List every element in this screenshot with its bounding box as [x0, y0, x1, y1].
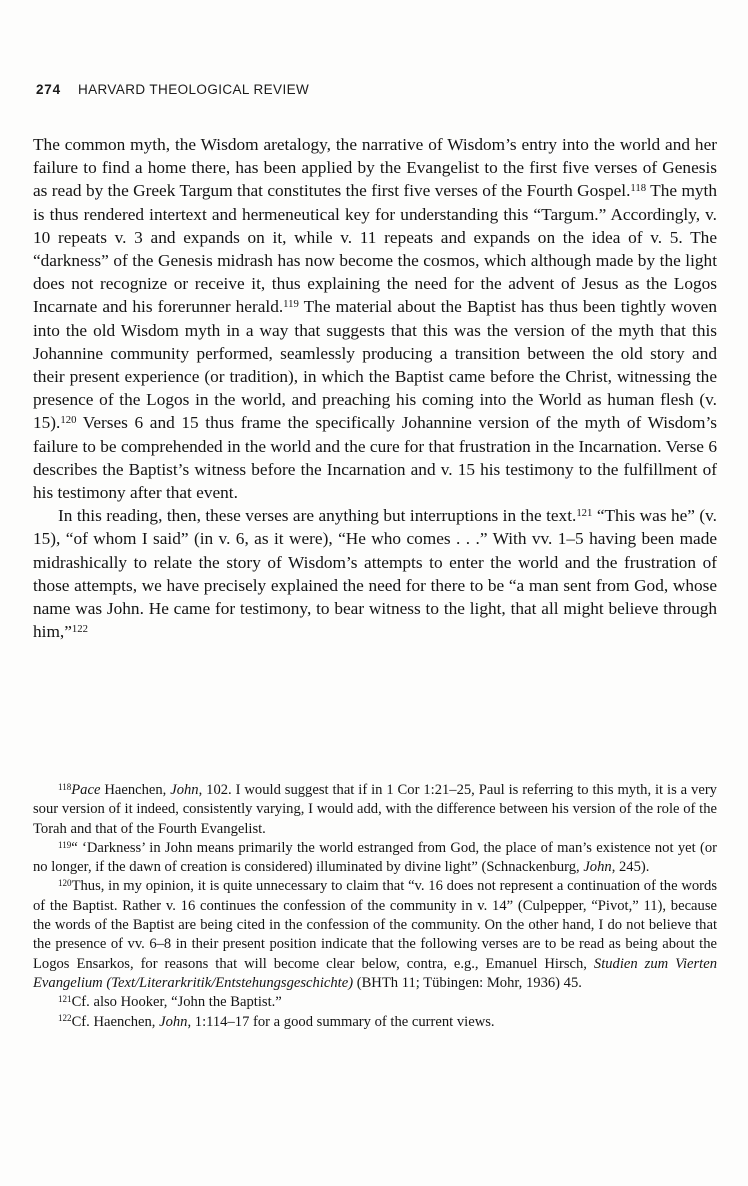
text-run: John: [583, 859, 612, 876]
text-run: John: [170, 782, 199, 798]
footnote-ref: 119: [58, 839, 72, 850]
text-run: “ ‘Darkness’ in John means primarily the world estranged from God, the place of man’s existence not yet (or no longer, if the dawn of creation is considered) illuminated by divine light” (Schnackenburg,: [33, 839, 717, 876]
footnote-ref: 120: [60, 414, 77, 427]
body-text: [33, 133, 717, 643]
page-number: 274: [36, 82, 61, 97]
footnote-121: [33, 993, 717, 1012]
footnote-ref: 119: [283, 298, 299, 311]
body-paragraph-1: [33, 133, 717, 504]
text-run: Haenchen,: [100, 782, 171, 798]
text-run: The material about the Baptist has thus been tightly woven into the old Wisdom myth in a way that suggests that this was the version of the myth that this Johannine community performed, seamlessly producing a transition between the old story and their present experience (or tradition), in which the Baptist came before the Christ, witnessing the presence of the Logos in the world, and preaching his coming into the World as human flesh (v. 15).: [33, 297, 717, 433]
footnote-ref: 118: [58, 781, 72, 792]
footnotes: [33, 781, 717, 1032]
text-run: , 102. I would suggest that if in 1 Cor 1:21–25, Paul is referring to this myth, it is a very sour version of it indeed, consistently varying, I would add, with the difference between his version of the role of the Torah and that of the Fourth Evangelist.: [33, 782, 717, 837]
text-run: Verses 6 and 15 thus frame the specifically Johannine version of the myth of Wisdom’s failure to be comprehended in the world and the cure for that frustration in the Incarnation. Verse 6 describes the Baptist’s witness before the Incarnation and v. 15 his testimony to the fulfillment of his testimony after that event.: [33, 413, 717, 503]
footnote-119: [33, 839, 717, 878]
text-run: Thus, in my opinion, it is quite unnecessary to claim that “v. 16 does not represent a continuation of the words of the Baptist. Rather v. 16 continues the confession of the community in v. 14” (Culpepper, “Pivot,” 11), because the words of the Baptist are being cited in the confession of the community. On the other hand, I do not believe that the presence of vv. 6–8 in their present position indicate that the following verses are to be read as being about the Logos Ensarkos, for reasons that will become clear below, contra, e.g., Emanuel Hirsch,: [33, 878, 717, 972]
running-head: [36, 82, 309, 97]
text-run: John: [159, 1013, 188, 1030]
footnote-ref: 122: [58, 1013, 72, 1024]
body-paragraph-2: [33, 504, 717, 643]
footnote-ref: 118: [630, 182, 647, 195]
journal-title: HARVARD THEOLOGICAL REVIEW: [77, 82, 310, 97]
text-run: Cf. Haenchen,: [71, 1013, 160, 1030]
text-run: In this reading, then, these verses are anything but interruptions in the text.: [58, 506, 577, 526]
text-run: Studien zum Vierten Evangelium (Text/Literarkritik/Entstehungsgeschichte): [33, 955, 717, 991]
footnote-ref: 120: [58, 878, 72, 889]
text-run: Pace: [71, 782, 101, 798]
text-run: “This was he” (v. 15), “of whom I said” (in v. 6, as it were), “He who comes . . .” With vv. 1–5 having been made midrashically to relate the story of Wisdom’s attempts to enter the world and the frustration of those attempts, we have precisely explained the need for there to be “a man sent from God, whose name was John. He came for testimony, to bear witness to the light, that all might believe through him,”: [33, 506, 717, 642]
footnote-ref: 122: [71, 623, 88, 636]
footnote-118: [33, 781, 717, 839]
text-run: (BHTh 11; Tübingen: Mohr, 1936) 45.: [353, 974, 582, 991]
text-run: , 1:114–17 for a good summary of the current views.: [187, 1013, 495, 1030]
text-run: The common myth, the Wisdom aretalogy, the narrative of Wisdom’s entry into the world and her failure to find a home there, has been applied by the Evangelist to the first five verses of Genesis as read by the Greek Targum that constitutes the first five verses of the Fourth Gospel.: [33, 135, 717, 201]
text-run: , 245).: [611, 859, 650, 876]
footnote-ref: 121: [58, 993, 72, 1004]
footnote-122: [33, 1013, 717, 1032]
text-run: The myth is thus rendered intertext and hermeneutical key for understanding this “Targum.” Accordingly, v. 10 repeats v. 3 and expands on it, while v. 11 repeats and expands on the idea of v. 5. The “darkness” of the Genesis midrash has now become the cosmos, which although made by the light does not recognize or receive it, thus explaining the need for the advent of Jesus as the Logos Incarnate and his forerunner herald.: [33, 181, 717, 317]
text-run: Cf. also Hooker, “John the Baptist.”: [71, 994, 282, 1011]
footnote-120: [33, 877, 717, 993]
footnote-ref: 121: [576, 507, 593, 520]
